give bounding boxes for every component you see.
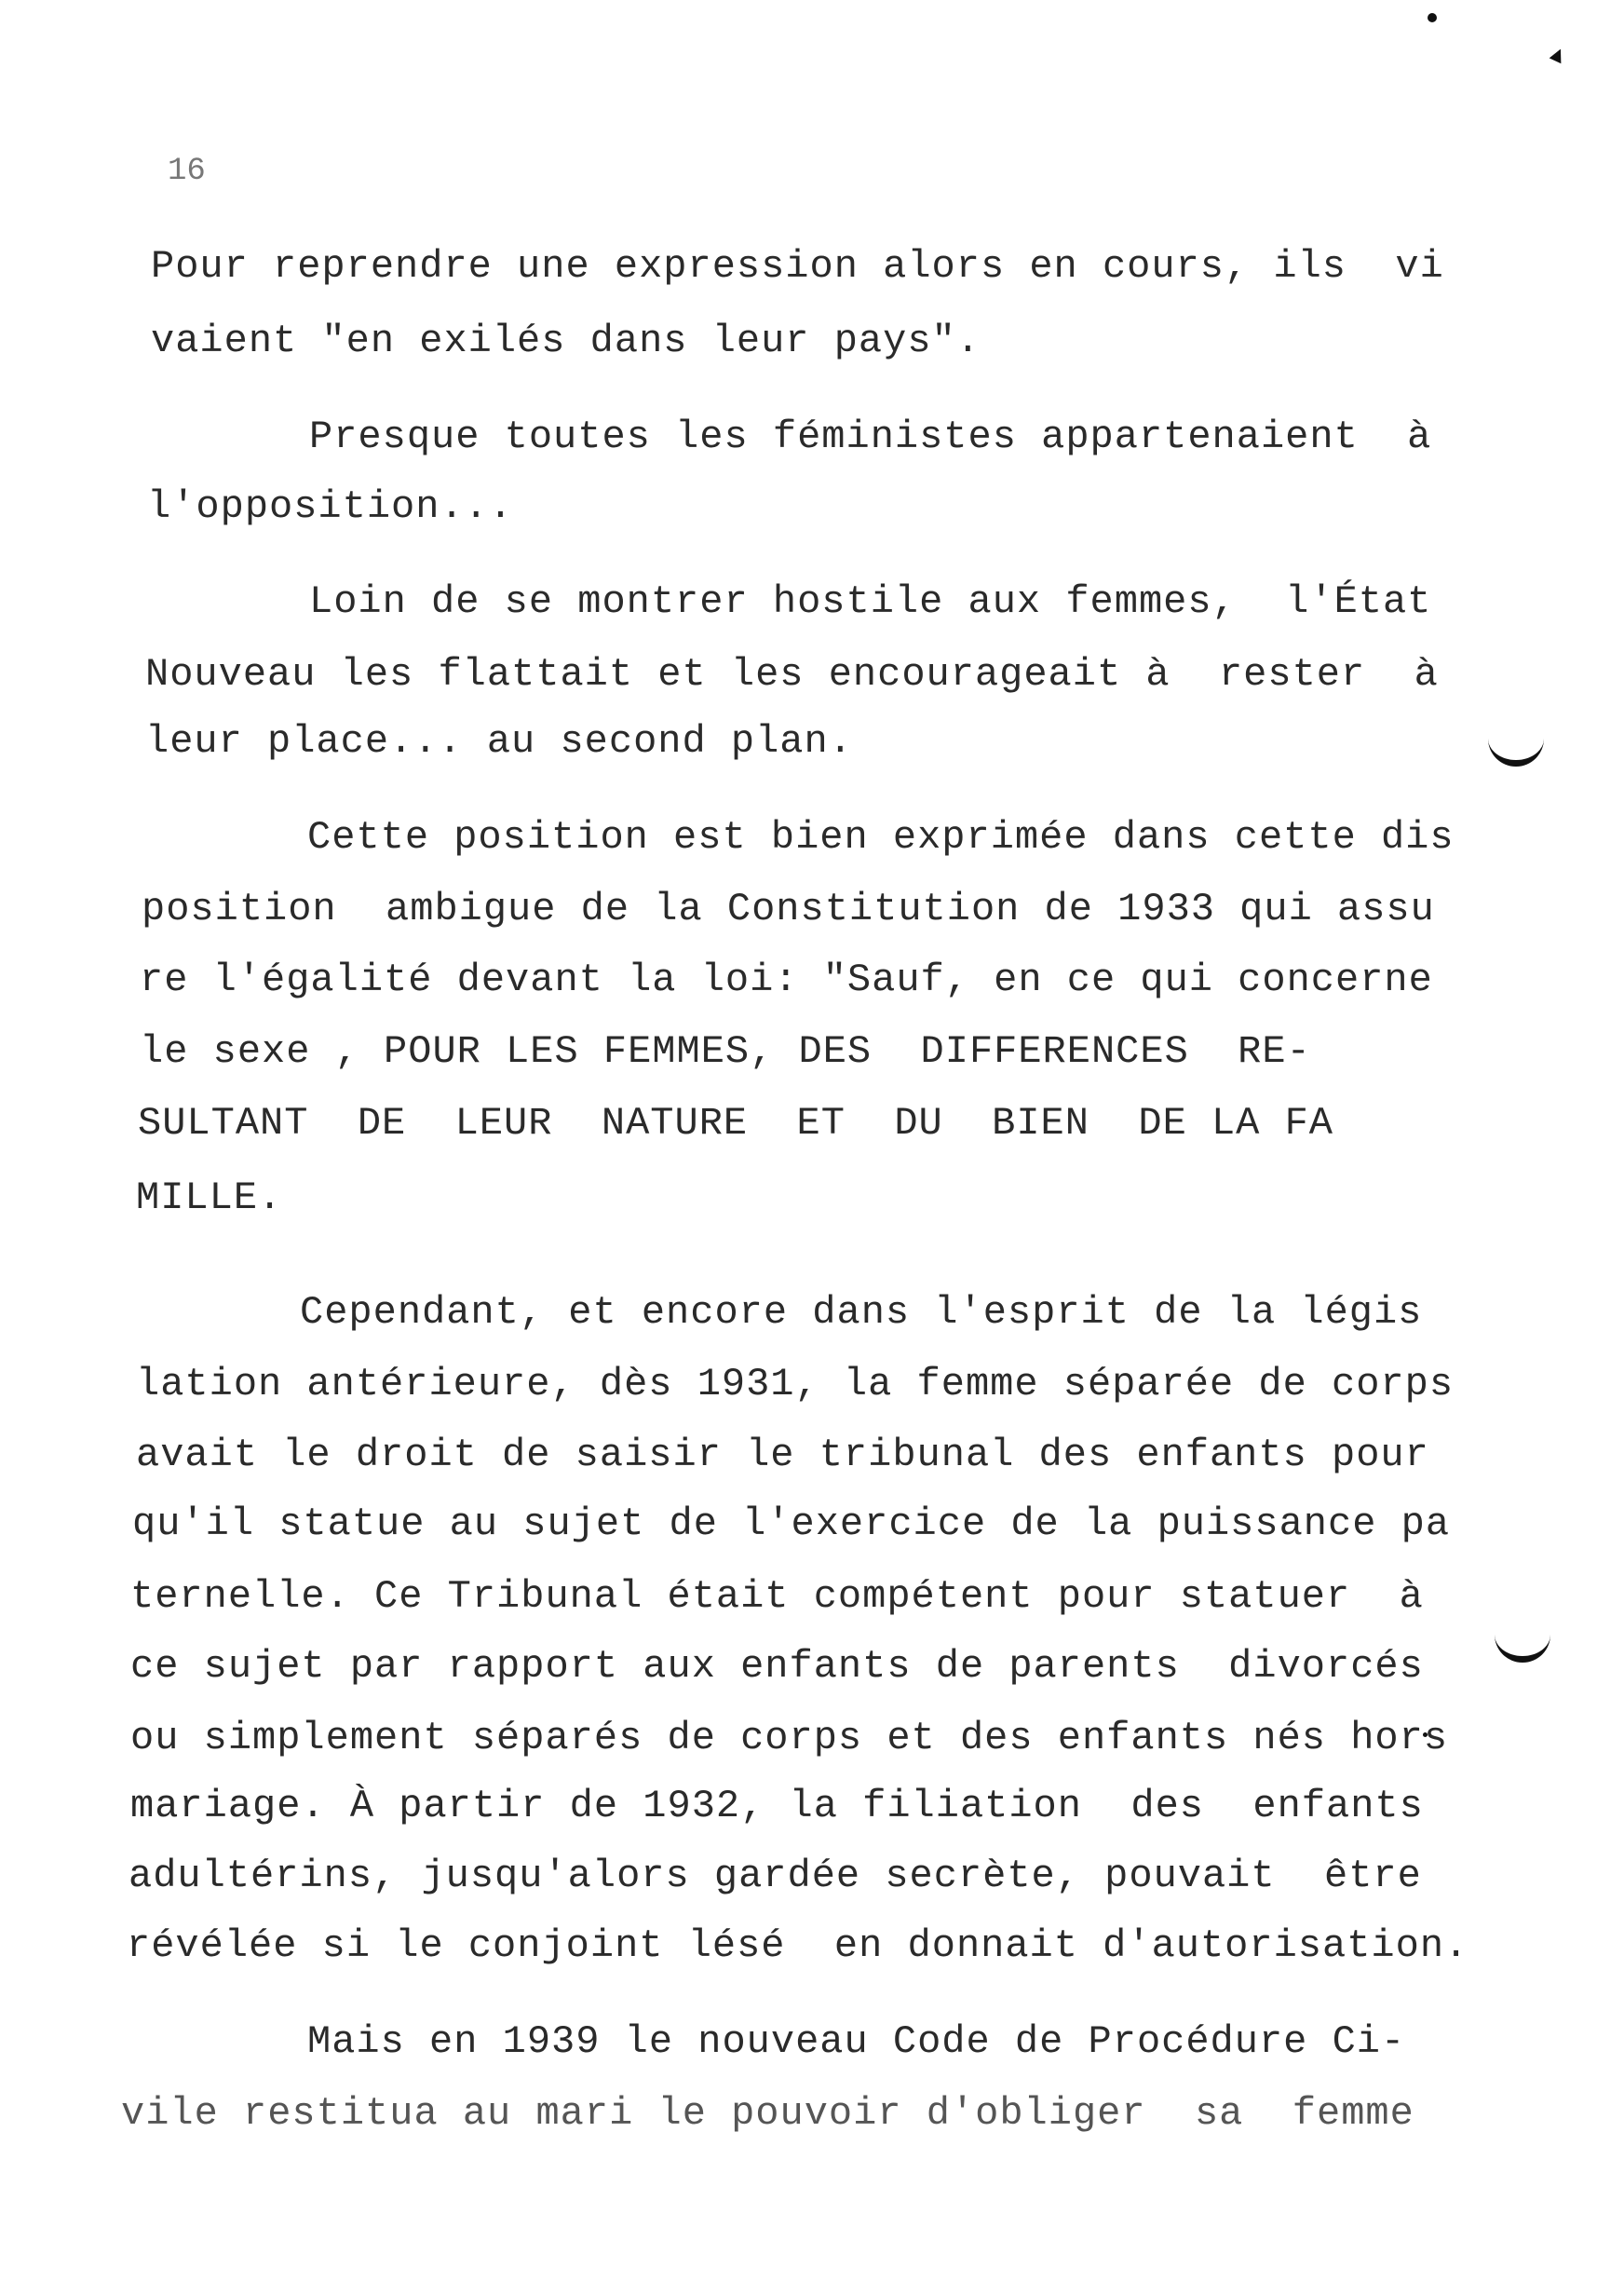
text-line: ou simplement séparés de corps et des enfants nés hors — [130, 1716, 1449, 1760]
text-line: leur place... au second plan. — [145, 719, 853, 764]
text-line: Loin de se montrer hostile aux femmes, l'État — [309, 579, 1432, 624]
page-number: 16 — [168, 154, 206, 189]
text-line: Cette position est bien exprimée dans cette dis — [307, 815, 1455, 860]
text-line: Cependant, et encore dans l'esprit de la légis — [300, 1290, 1423, 1335]
text-line: ce sujet par rapport aux enfants de parents divorcés — [130, 1644, 1424, 1689]
staple-mark — [1488, 736, 1544, 767]
text-line: adultérins, jusqu'alors gardée secrète, pouvait être — [129, 1854, 1422, 1898]
text-line: lation antérieure, dès 1931, la femme séparée de corps — [136, 1362, 1455, 1406]
text-line: l'opposition... — [147, 484, 514, 529]
text-line: vaient "en exilés dans leur pays". — [151, 319, 981, 363]
text-line: re l'égalité devant la loi: "Sauf, en ce qui concerne — [140, 957, 1433, 1002]
text-line: révélée si le conjoint lésé en donnait d'autorisation. — [127, 1923, 1469, 1968]
text-line: Pour reprendre une expression alors en cours, ils vi — [151, 244, 1444, 289]
text-line: MILLE. — [136, 1175, 283, 1220]
text-line: Presque toutes les féministes appartenaient à — [309, 414, 1432, 459]
text-line: position ambigue de la Constitution de 1933 qui assu — [142, 887, 1435, 931]
staple-mark — [1495, 1632, 1550, 1663]
text-line: ternelle. Ce Tribunal était compétent pour statuer à — [130, 1574, 1424, 1619]
text-line: mariage. À partir de 1932, la filiation des enfants — [130, 1784, 1424, 1828]
text-line: le sexe , POUR LES FEMMES, DES DIFFERENCES RE- — [140, 1029, 1311, 1074]
text-line: Nouveau les flattait et les encourageait à rester à — [145, 652, 1439, 697]
scan-artifact-mark — [1550, 47, 1567, 64]
text-line: Mais en 1939 le nouveau Code de Procédure Ci- — [307, 2019, 1406, 2064]
text-line: vile restitua au mari le pouvoir d'obliger sa femme — [121, 2091, 1414, 2136]
binding-hole-mark — [1428, 13, 1437, 22]
text-line: avait le droit de saisir le tribunal des enfants pour — [136, 1433, 1429, 1477]
text-line: SULTANT DE LEUR NATURE ET DU BIEN DE LA FA — [138, 1101, 1334, 1146]
text-line: qu'il statue au sujet de l'exercice de la puissance pa — [132, 1501, 1451, 1546]
